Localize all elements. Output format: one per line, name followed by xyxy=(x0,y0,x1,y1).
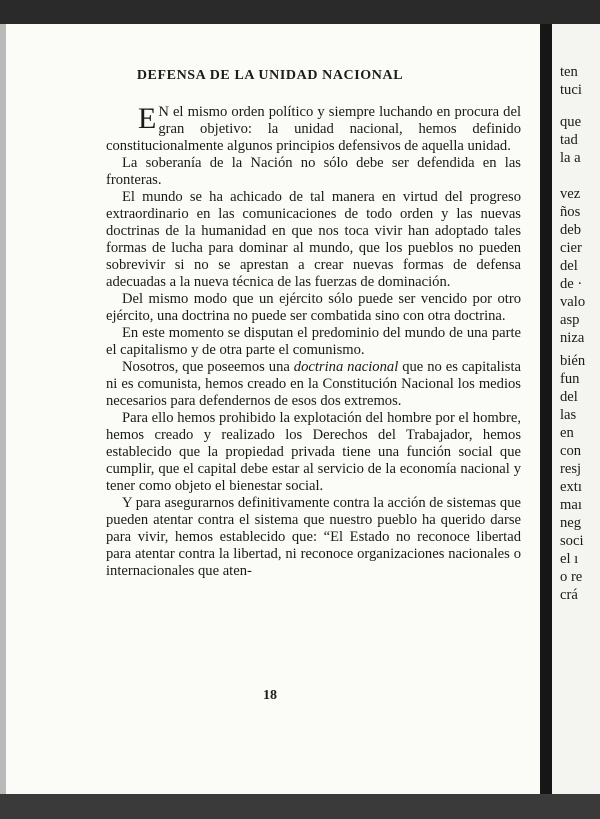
next-page-fragment: o re xyxy=(560,569,583,585)
paragraph-6-after: que no es capitalista ni es comunista, hemos creado en la Constitución Nacional los medios necesarios para defendernos de esos dos extremos. xyxy=(106,359,521,409)
next-page-fragment: la a xyxy=(560,150,581,166)
next-page-fragment: con xyxy=(560,443,582,459)
next-page-fragment: valo xyxy=(560,294,586,310)
paragraph-2: La soberanía de la Nación no sólo debe ser defendida en las fronteras. xyxy=(106,155,521,188)
adjacent-page-fragment xyxy=(552,24,600,794)
next-page-fragment: ños xyxy=(560,204,581,220)
next-page-fragment: las xyxy=(560,407,577,423)
book-gutter xyxy=(540,24,552,794)
next-page-fragment: resj xyxy=(560,461,582,477)
next-page-fragment: maı xyxy=(560,497,582,513)
next-page-fragment: tuci xyxy=(560,82,582,98)
next-page-fragment: vez xyxy=(560,186,581,202)
scan-top-band xyxy=(0,0,600,24)
next-page-fragment: fun xyxy=(560,371,580,387)
next-page-fragment: en xyxy=(560,425,574,441)
next-page-fragment: asp xyxy=(560,312,580,328)
next-page-fragment: del xyxy=(560,258,578,274)
next-page-fragment: extı xyxy=(560,479,582,495)
next-page-fragment: del xyxy=(560,389,578,405)
paragraph-3: El mundo se ha achicado de tal manera en virtud del progreso extraordinario en las comunicaciones de todo orden y las nuevas doctrinas de la humanidad en que nos toca vivir han adoptado tales formas de lucha para dominar al mundo, que los pueblos no pueden sobrevivir si no se aprestan a crear nuevas formas de defensa adecuadas a la nueva técnica de las fuerzas de dominación. xyxy=(106,189,521,290)
next-page-fragment: deb xyxy=(560,222,582,238)
next-page-fragment: que xyxy=(560,114,582,130)
paragraph-7: Para ello hemos prohibido la explotación del hombre por el hombre, hemos creado y realizado los Derechos del Trabajador, hemos establecido que la propiedad privada tiene una función social que cumplir, que el capital debe estar al servicio de la economía nacional y tener como objeto el bienestar social. xyxy=(106,410,521,494)
paragraph-8: Y para asegurarnos definitivamente contra la acción de sistemas que pueden atentar contra el sistema que nuestro pueblo ha querido darse para vivir, hemos establecido que: “El Estado no reconoce libertad para atentar contra la libertad, ni reconoce organizaciones nacionales o internacionales que aten- xyxy=(106,495,521,579)
paragraph-4: Del mismo modo que un ejército sólo puede ser vencido por otro ejército, una doctrina no puede ser combatida sino con otra doctrina. xyxy=(106,291,521,324)
drop-cap: E xyxy=(138,102,157,135)
paragraph-6-emphasis: doctrina nacional xyxy=(293,359,399,375)
next-page-fragment: soci xyxy=(560,533,584,549)
paragraph-6 xyxy=(106,359,521,410)
chapter-title: DEFENSA DE LA UNIDAD NACIONAL xyxy=(136,68,404,83)
next-page-fragment: crá xyxy=(560,587,578,603)
next-page-fragment: cier xyxy=(560,240,582,256)
paragraph-1 xyxy=(106,104,521,155)
next-page-fragment: niza xyxy=(560,330,585,346)
scan-bottom-band xyxy=(0,794,600,819)
next-page-fragment: el ı xyxy=(560,551,579,567)
body-text xyxy=(106,104,521,580)
next-page-fragment: de · xyxy=(560,276,583,292)
paragraph-6-before: Nosotros, que poseemos una xyxy=(122,359,294,375)
paragraph-5: En este momento se disputan el predominio del mundo de una parte el capitalismo y de otra parte el comunismo. xyxy=(106,325,521,358)
next-page-fragment: neg xyxy=(560,515,582,531)
next-page-fragment: tad xyxy=(560,132,578,148)
page-number: 18 xyxy=(263,688,277,703)
paragraph-1-text: N el mismo orden político y siempre luchando en procura del gran objetivo: la unidad nacional, hemos definido constitucionalmente algunos principios defensivos de aquella unidad. xyxy=(106,104,521,154)
next-page-fragment: bién xyxy=(560,353,586,369)
next-page-fragment: ten xyxy=(560,64,578,80)
